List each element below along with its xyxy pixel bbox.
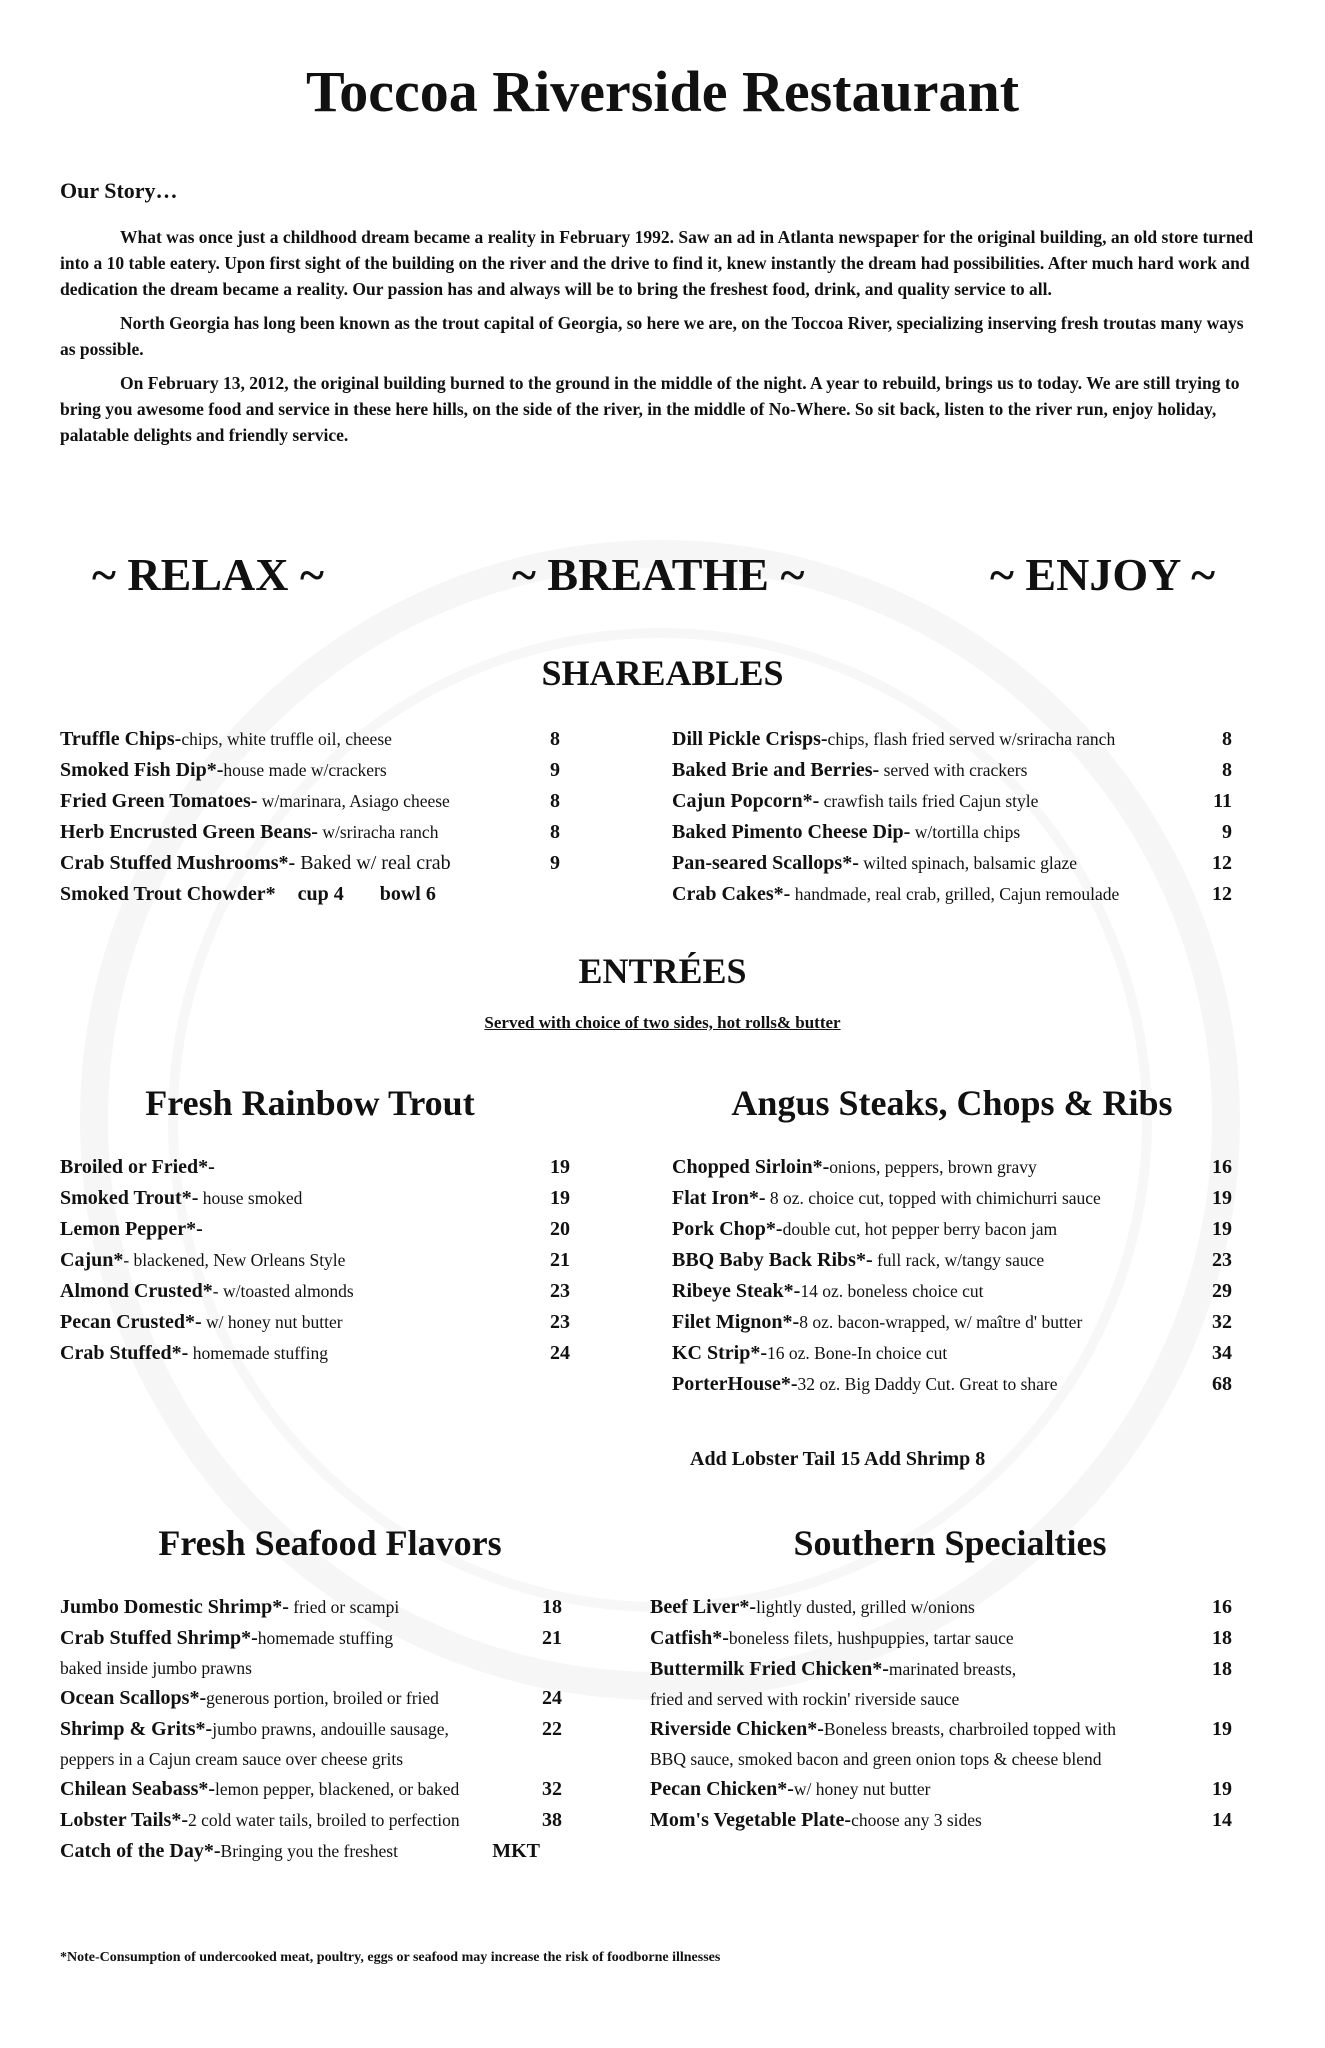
item-name: KC Strip*- [672,1342,767,1364]
item-name: Jumbo Domestic Shrimp*- [60,1596,289,1618]
story-heading: Our Story… [60,178,178,203]
banner-breathe: ~ BREATHE ~ [512,549,805,600]
item-price: 18 [1212,1627,1232,1649]
item-name: Crab Stuffed Shrimp*- [60,1627,258,1649]
menu-item [60,1805,562,1836]
item-name: Herb Encrusted Green Beans- [60,821,318,843]
chowder-cup-price: 4 [333,883,344,905]
item-name: PorterHouse*- [672,1373,798,1395]
item-name: Filet Mignon*- [672,1311,800,1333]
menu-item [650,1714,1232,1745]
item-name: Ocean Scallops*- [60,1687,207,1709]
item-price: 19 [1212,1218,1232,1240]
item-price: 12 [1212,852,1232,874]
item-desc: homemade stuffing [188,1343,328,1363]
menu-item [672,724,1232,755]
item-price: 23 [550,1280,570,1302]
menu-item [60,1276,570,1307]
menu-item [60,786,560,817]
item-desc: w/marinara, Asiago cheese [257,791,450,811]
item-price: 34 [1212,1342,1232,1364]
item-desc: 16 oz. Bone-In choice cut [767,1343,948,1363]
item-name: Broiled or Fried*- [60,1156,215,1178]
menu-item [60,1183,570,1214]
item-name: Shrimp & Grits*- [60,1718,213,1740]
item-name: Beef Liver*- [650,1596,757,1618]
item-name: Almond Crusted* [60,1280,213,1302]
menu-item [60,1592,562,1623]
banner-enjoy: ~ ENJOY ~ [990,549,1216,600]
item-desc: marinated breasts, [888,1659,1017,1679]
item-desc: double cut, hot pepper berry bacon jam [782,1219,1058,1239]
trout-title: Fresh Rainbow Trout [145,1083,475,1123]
item-desc: lemon pepper, blackened, or baked [215,1779,460,1799]
item-price: MKT [492,1840,540,1862]
item-price: 32 [1212,1311,1232,1333]
footnote: *Note-Consumption of undercooked meat, poultry, eggs or seafood may increase the risk of foodborne illnesses [60,1950,721,1965]
item-desc: - blackened, New Orleans Style [123,1250,346,1270]
menu-item [672,786,1232,817]
item-price: 12 [1212,883,1232,905]
item-price: 9 [550,759,560,781]
item-price: 14 [1212,1809,1232,1831]
item-desc: homemade stuffing [257,1628,394,1648]
shareables-right-list [672,724,1232,910]
menu-item [672,1214,1232,1245]
menu-item [60,1623,562,1654]
southern-list [650,1592,1232,1836]
item-desc: crawfish tails fried Cajun style [819,791,1039,811]
item-price: 8 [1222,759,1232,781]
trout-list [60,1152,570,1369]
menu-item [60,1152,570,1183]
menu-item [672,1245,1232,1276]
item-price: 8 [550,728,560,750]
item-desc: w/ honey nut butter [793,1779,931,1799]
chowder-bowl-label: bowl [379,883,421,905]
menu-item [60,724,560,755]
menu-item [650,1623,1232,1654]
item-name: Ribeye Steak*- [672,1280,801,1302]
item-desc: 2 cold water tails, broiled to perfection [188,1810,460,1830]
menu-item [60,755,560,786]
item-desc: handmade, real crab, grilled, Cajun remoulade [790,884,1120,904]
menu-item [672,1307,1232,1338]
item-price: 21 [550,1249,570,1271]
item-price: 21 [542,1627,562,1649]
item-name: Lemon Pepper*- [60,1218,203,1240]
menu-item [60,1245,570,1276]
menu-item [60,1683,562,1714]
chowder-cup-label: cup [297,883,329,905]
menu-item [672,1276,1232,1307]
item-desc: w/tortilla chips [910,822,1021,842]
item-price: 16 [1212,1596,1232,1618]
item-desc: house made w/crackers [223,760,387,780]
item-price: 24 [542,1687,562,1709]
item-desc: chips, flash fried served w/sriracha ranch [827,729,1116,749]
item-price: 22 [542,1718,562,1740]
item-desc: onions, peppers, brown gravy [829,1157,1037,1177]
menu-item [672,1338,1232,1369]
item-name: BBQ Baby Back Ribs*- [672,1249,873,1271]
item-desc: full rack, w/tangy sauce [872,1250,1045,1270]
menu-item [672,848,1232,879]
menu-item [650,1774,1232,1805]
item-desc: Baked w/ real crab [295,852,451,874]
menu-item [672,1183,1232,1214]
item-desc: 8 oz. choice cut, topped with chimichurri sauce [765,1188,1101,1208]
item-price: 9 [550,852,560,874]
item-name: Fried Green Tomatoes- [60,790,258,812]
item-price: 23 [1212,1249,1232,1271]
item-desc: lightly dusted, grilled w/onions [756,1597,975,1617]
item-price: 29 [1212,1280,1232,1302]
menu-item [60,879,560,910]
seafood-list [60,1592,562,1867]
item-price: 19 [1212,1187,1232,1209]
menu-item [650,1592,1232,1623]
item-name: Flat Iron*- [672,1187,766,1209]
steaks-title: Angus Steaks, Chops & Ribs [731,1083,1173,1123]
item-desc: house smoked [198,1188,303,1208]
item-desc: fried or scampi [288,1597,400,1617]
item-price: 8 [550,790,560,812]
item-name: Riverside Chicken*- [650,1718,824,1740]
item-name: Pecan Chicken*- [650,1778,794,1800]
item-name: Cajun* [60,1249,124,1271]
item-name: Pork Chop*- [672,1218,783,1240]
item-price: 8 [550,821,560,843]
item-name: Smoked Fish Dip*- [60,759,224,781]
item-price: 23 [550,1311,570,1333]
item-continuation: fried and served with rockin' riverside sauce [650,1689,960,1709]
item-name: Catch of the Day*- [60,1840,221,1862]
shareables-title: SHAREABLES [541,653,784,693]
steaks-list [672,1152,1232,1400]
item-desc: served with crackers [879,760,1028,780]
story-paragraph: What was once just a childhood dream became a reality in February 1992. Saw an ad in Atlanta newspaper for the original building, an old store turned into a 10 table eatery. Upon first sight of the building on the river and the drive to find it, knew instantly the dream had possibilities. After much hard work and dedication the dream became a reality. Our passion has and always will be to bring the freshest food, drink, and quality service to all. [60,227,1254,299]
item-desc: choose any 3 sides [851,1810,982,1830]
item-price: 11 [1213,790,1232,812]
item-price: 8 [1222,728,1232,750]
item-price: 24 [550,1342,570,1364]
item-desc: boneless filets, hushpuppies, tartar sauce [728,1628,1014,1648]
addon-text: Add Lobster Tail 15 Add Shrimp 8 [690,1448,986,1470]
item-name: Crab Stuffed*- [60,1342,189,1364]
item-desc: Bringing you the freshest [220,1841,398,1861]
menu-item [650,1805,1232,1836]
item-name: Dill Pickle Crisps- [672,728,828,750]
menu-item [60,1338,570,1369]
item-name: Buttermilk Fried Chicken*- [650,1658,889,1680]
item-continuation: BBQ sauce, smoked bacon and green onion tops & cheese blend [650,1749,1102,1769]
item-price: 18 [1212,1658,1232,1680]
item-name: Chopped Sirloin*- [672,1156,830,1178]
item-name: Crab Stuffed Mushrooms*- [60,852,296,874]
item-desc: 8 oz. bacon-wrapped, w/ maître d' butter [799,1312,1083,1332]
entrees-note: Served with choice of two sides, hot rolls& butter [484,1013,841,1032]
story-text [60,224,1260,456]
item-desc: wilted spinach, balsamic glaze [858,853,1078,873]
menu-item [672,879,1232,910]
menu-item [672,755,1232,786]
item-price: 19 [550,1156,570,1178]
story-paragraph: North Georgia has long been known as the trout capital of Georgia, so here we are, on the Toccoa River, specializing inserving fresh troutas many ways as possible. [60,313,1244,359]
menu-item [672,1369,1232,1400]
menu-item [672,817,1232,848]
item-name: Crab Cakes*- [672,883,791,905]
item-price: 16 [1212,1156,1232,1178]
item-price: 9 [1222,821,1232,843]
seafood-title: Fresh Seafood Flavors [158,1523,502,1563]
chowder-bowl-price: 6 [425,883,436,905]
southern-title: Southern Specialties [793,1523,1107,1563]
menu-item [60,848,560,879]
item-desc: 14 oz. boneless choice cut [800,1281,984,1301]
item-name: Lobster Tails*- [60,1809,188,1831]
item-price: 68 [1212,1373,1232,1395]
item-name: Truffle Chips- [60,728,182,750]
item-price: 32 [542,1778,562,1800]
story-paragraph: On February 13, 2012, the original building burned to the ground in the middle of the night. A year to rebuild, brings us to today. We are still trying to bring you awesome food and service in these here hills, on the side of the river, in the middle of No-Where. So sit back, listen to the river run, enjoy holiday, palatable delights and friendly service. [60,373,1240,445]
menu-item [672,1152,1232,1183]
entrees-title: ENTRÉES [578,951,747,991]
item-continuation: baked inside jumbo prawns [60,1658,252,1678]
menu-item [650,1654,1232,1685]
menu-item [60,817,560,848]
item-name: Chilean Seabass*- [60,1778,216,1800]
item-price: 20 [550,1218,570,1240]
item-desc: jumbo prawns, andouille sausage, [212,1719,449,1739]
item-desc: generous portion, broiled or fried [206,1688,439,1708]
item-desc: Boneless breasts, charbroiled topped with [823,1719,1116,1739]
menu-item [60,1214,570,1245]
item-desc: w/ honey nut butter [201,1312,343,1332]
item-price: 18 [542,1596,562,1618]
menu-item [60,1307,570,1338]
item-desc: 32 oz. Big Daddy Cut. Great to share [797,1374,1058,1394]
menu-item [60,1714,562,1745]
item-desc: w/sriracha ranch [317,822,439,842]
item-name: Smoked Trout Chowder* [60,883,276,905]
item-price: 38 [542,1809,562,1831]
shareables-left-list [60,724,560,910]
item-desc: chips, white truffle oil, cheese [181,729,392,749]
item-name: Catfish*- [650,1627,729,1649]
menu-item [60,1836,540,1867]
item-price: 19 [550,1187,570,1209]
item-name: Cajun Popcorn*- [672,790,820,812]
item-continuation: peppers in a Cajun cream sauce over cheese grits [60,1749,404,1769]
item-desc: - w/toasted almonds [212,1281,354,1301]
page-title: Toccoa Riverside Restaurant [305,59,1020,124]
item-name: Pecan Crusted*- [60,1311,202,1333]
item-name: Pan-seared Scallops*- [672,852,859,874]
item-name: Baked Pimento Cheese Dip- [672,821,911,843]
item-name: Mom's Vegetable Plate- [650,1809,852,1831]
item-name: Smoked Trout*- [60,1187,199,1209]
item-price: 19 [1212,1778,1232,1800]
item-name: Baked Brie and Berries- [672,759,880,781]
banner-relax: ~ RELAX ~ [92,549,324,600]
item-price: 19 [1212,1718,1232,1740]
menu-item [60,1774,562,1805]
